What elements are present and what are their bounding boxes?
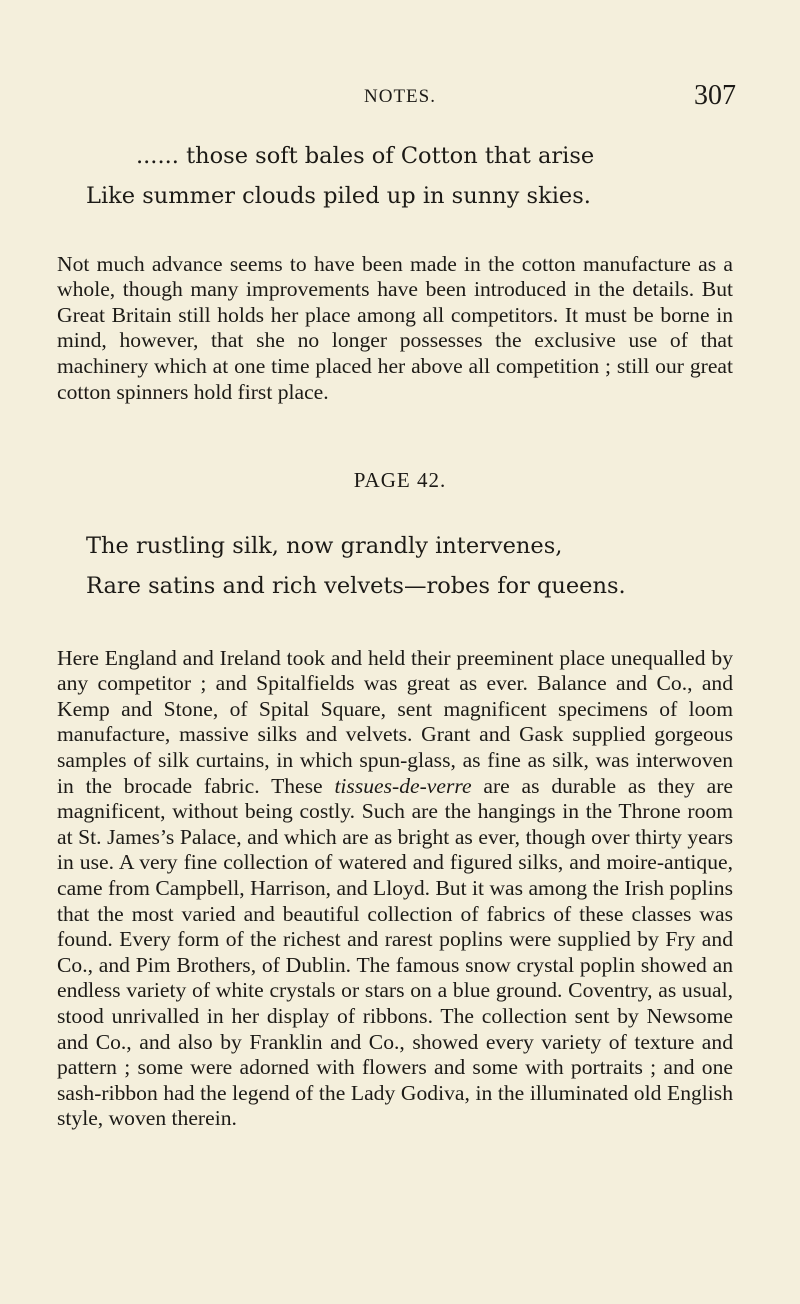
italic-term: tissues-de-verre: [334, 773, 472, 798]
paragraph-cotton: Not much advance seems to have been made in the cotton manufacture as a whole, though many improvements have been introduced in the details. But Great Britain still holds her place among all competitors. It must be borne in mind, however, that she no longer possesses the exclusive use of that machinery which at one time placed her above all competition ; still our great cotton spinners hold first place.: [57, 251, 733, 404]
page-number: 307: [694, 80, 736, 111]
running-title: NOTES.: [364, 86, 436, 107]
verse-line: ...... those soft bales of Cotton that arise: [136, 143, 595, 169]
verse-line: Rare satins and rich velvets—robes for queens.: [86, 573, 626, 599]
running-head: [0, 80, 800, 116]
verse-line: The rustling silk, now grandly intervenes,: [86, 533, 563, 559]
section-heading: PAGE 42.: [353, 468, 447, 492]
verse-quote-cotton: [0, 136, 800, 216]
verse-quote-silk: [0, 526, 800, 606]
paragraph-text: are as durable as they are magnificent, without being costly. Such are the hangings in the Throne room at St. James’s Palace, and which are as bright as ever, though over thirty years in use. A very fine collection of watered and figured silks, and moire-antique, came from Campbell, Harrison, and Lloyd. But it was among the Irish poplins that the most varied and beautiful collection of fabrics of these classes was found. Every form of the richest and rarest poplins were supplied by Fry and Co., and Pim Brothers, of Dublin. The famous snow crystal poplin showed an endless variety of white crystals or stars on a blue ground. Coventry, as usual, stood unrivalled in her display of ribbons. The collection sent by Newsome and Co., and also by Franklin and Co., showed every variety of texture and pattern ; some were adorned with flowers and some with portraits ; and one sash-ribbon had the legend of the Lady Godiva, in the illuminated old English style, woven therein.: [57, 773, 733, 1131]
paragraph-silk: [57, 646, 733, 1132]
verse-line: Like summer clouds piled up in sunny skies.: [86, 183, 591, 209]
paragraph-text: Here England and Ireland took and held their preeminent place unequalled by any competitor ; and Spitalfields was great as ever. Balance and Co., and Kemp and Stone, of Spital Square, sent magnificent specimens of loom manufacture, massive silks and velvets. Grant and Gask supplied gorgeous samples of silk curtains, in which spun-glass, as fine as silk, was interwoven in the brocade fabric. These: [57, 645, 733, 798]
